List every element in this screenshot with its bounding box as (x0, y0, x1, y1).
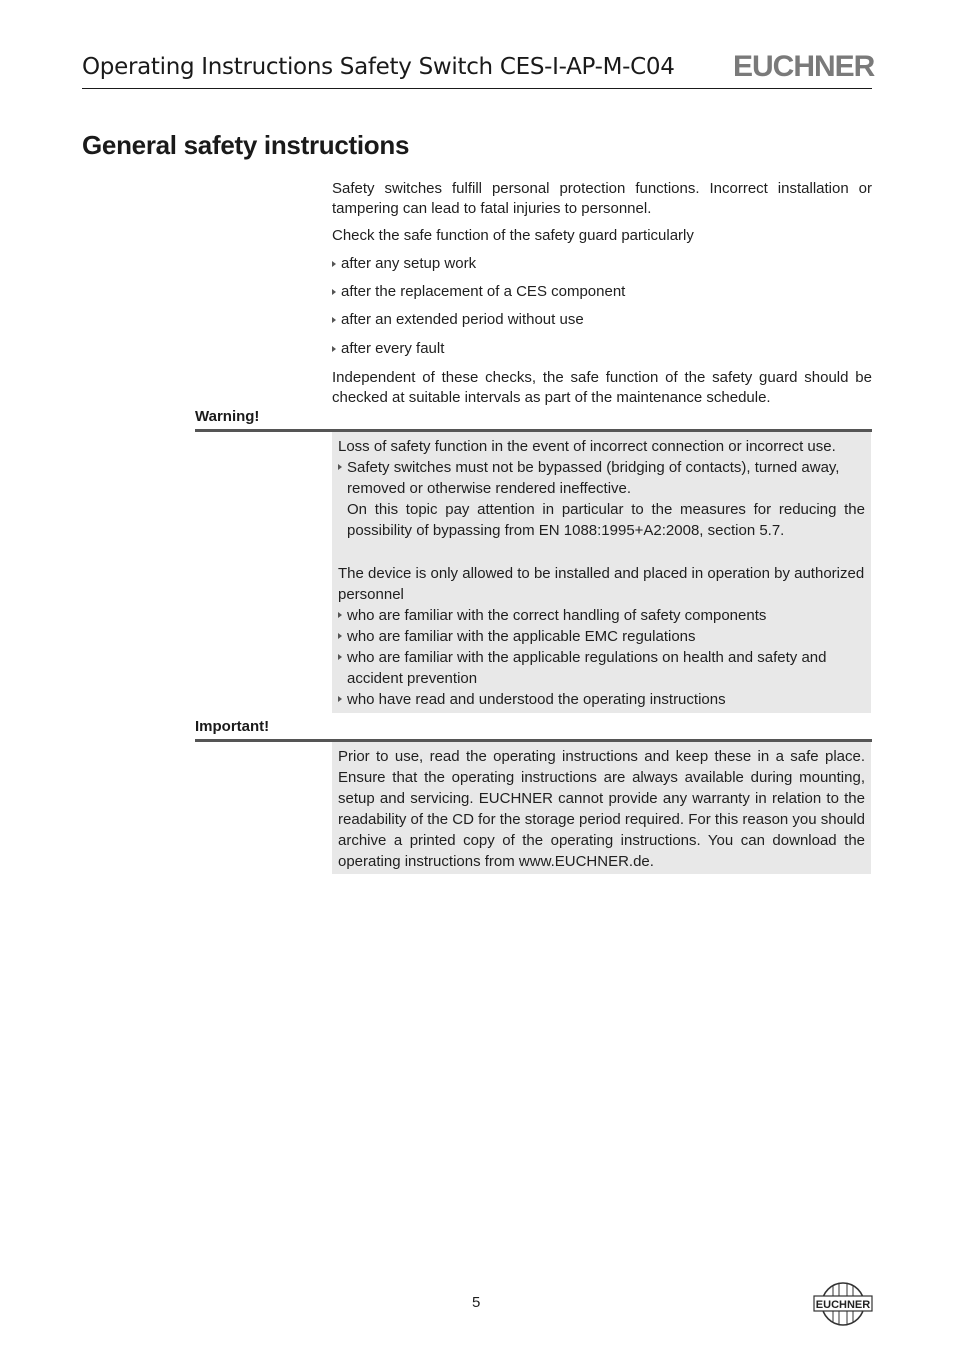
list-item: after the replacement of a CES component (332, 283, 625, 300)
header-divider (82, 88, 872, 89)
intro-paragraph: Safety switches fulfill personal protection functions. Incorrect installation or tampering can lead to fatal injuries to personnel. (332, 180, 872, 217)
bypass-note: On this topic pay attention in particular to the measures for reducing the possibility of bypassing from EN 1088:1995+A2:2008, section 5.7. (347, 501, 865, 539)
warning-label: Warning! (195, 408, 260, 425)
important-label: Important! (195, 718, 270, 735)
bullet-arrow-icon (338, 464, 342, 470)
bullet-arrow-icon (332, 261, 336, 267)
list-item: who have read and understood the operating instructions (338, 689, 865, 710)
warning-content (338, 436, 865, 710)
important-text: Prior to use, read the operating instructions and keep these in a safe place. Ensure that the operating instructions are always available during mounting, setup and servicing. EUCHNER cannot provide any warranty in relation to the readability of the CD for the storage period required. For this reason you should archive a printed copy of the operating instructions. You can download the operating instructions from www.EUCHNER.de. (338, 748, 865, 870)
bullet-arrow-icon (338, 612, 342, 618)
bullet-arrow-icon (338, 633, 342, 639)
list-item: after any setup work (332, 255, 476, 272)
bullet-arrow-icon (338, 654, 342, 660)
svg-text:EUCHNER: EUCHNER (815, 1299, 871, 1311)
list-item: who are familiar with the correct handling of safety components (338, 605, 865, 626)
list-item: after an extended period without use (332, 311, 584, 328)
bullet-arrow-icon (332, 317, 336, 323)
personnel-intro-text: The device is only allowed to be installed and placed in operation by authorized personnel (338, 565, 865, 603)
list-item: after every fault (332, 340, 444, 357)
maintenance-paragraph: Independent of these checks, the safe function of the safety guard should be checked at suitable intervals as part of the maintenance schedule. (332, 369, 872, 406)
bullet-arrow-icon (338, 696, 342, 702)
bullet-arrow-icon (332, 346, 336, 352)
document-title: Operating Instructions Safety Switch CES-I-AP-M-C04 (82, 54, 675, 80)
section-title: General safety instructions (82, 130, 410, 160)
warning-lead-text: Loss of safety function in the event of incorrect connection or incorrect use. (338, 438, 836, 455)
check-intro-text: Check the safe function of the safety guard particularly (332, 227, 694, 244)
list-item: Safety switches must not be bypassed (bridging of contacts), turned away, removed or otherwise rendered ineffective. (338, 457, 865, 499)
euchner-logo: EUCHNER (733, 50, 875, 83)
list-item: who are familiar with the applicable EMC regulations (338, 626, 865, 647)
bullet-arrow-icon (332, 289, 336, 295)
page-number: 5 (472, 1294, 481, 1311)
list-item: who are familiar with the applicable regulations on health and safety and accident prevention (338, 647, 865, 689)
euchner-seal-logo (813, 1280, 873, 1333)
